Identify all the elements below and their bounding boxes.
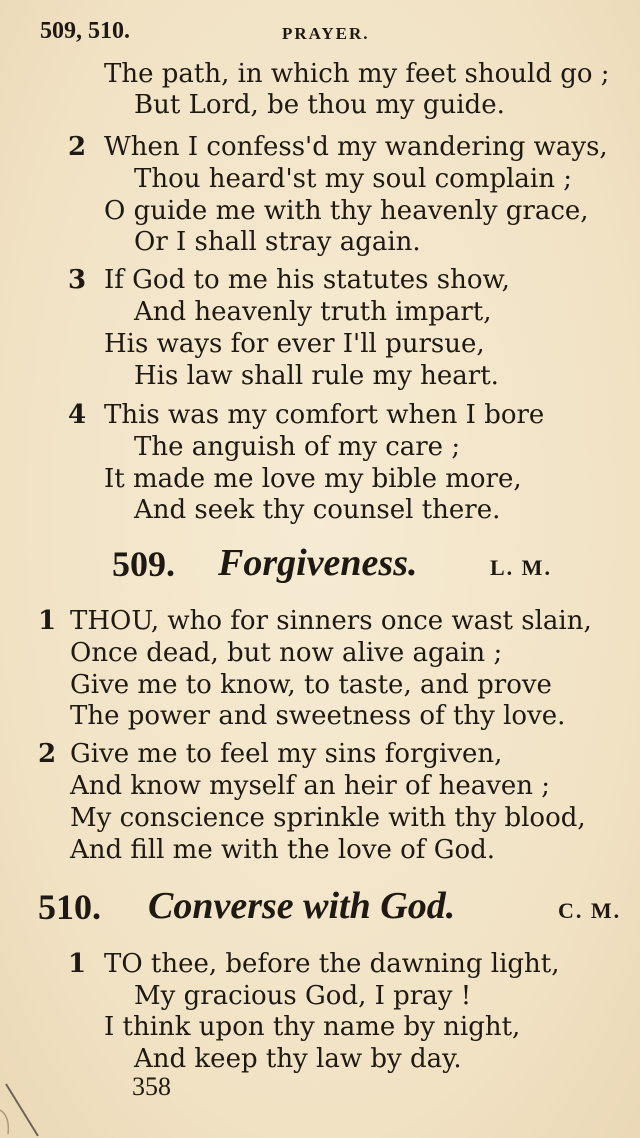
hymn-meter: L. M.	[490, 555, 552, 580]
verse-line: It made me love my bible more,	[104, 464, 522, 494]
pencil-mark-decoration	[0, 1080, 60, 1138]
verse-line: If God to me his statutes show,	[104, 265, 510, 295]
verse-line: I think upon thy name by night,	[104, 1012, 521, 1042]
verse-line: And heavenly truth impart,	[134, 297, 492, 327]
verse-line: Or I shall stray again.	[134, 227, 421, 257]
verse-line: Give me to know, to taste, and prove	[70, 670, 552, 700]
header-hymn-numbers: 509, 510.	[40, 18, 130, 44]
verse-line: My conscience sprinkle with thy blood,	[70, 803, 586, 833]
verse-line: His ways for ever I'll pursue,	[104, 329, 485, 359]
verse-line: O guide me with thy heavenly grace,	[104, 196, 589, 226]
hymn-number: 510.	[38, 887, 101, 927]
verse-line: This was my comfort when I bore	[104, 400, 545, 430]
continued-line: But Lord, be thou my guide.	[134, 90, 505, 120]
verse-line: The power and sweetness of thy love.	[70, 701, 566, 731]
verse-line: And fill me with the love of God.	[70, 835, 496, 865]
hymn-meter: C. M.	[558, 898, 622, 923]
verse-number: 3	[68, 265, 87, 295]
hymn-title: Converse with God.	[148, 885, 456, 927]
header-section-title: PRAYER.	[282, 24, 370, 43]
page-number: 358	[132, 1072, 171, 1101]
verse-number: 4	[68, 400, 87, 430]
verse-number: 1	[38, 606, 57, 636]
verse-line: His law shall rule my heart.	[134, 361, 499, 391]
continued-line: The path, in which my feet should go ;	[104, 59, 610, 89]
hymn-number: 509.	[112, 544, 175, 584]
verse-line: Thou heard'st my soul complain ;	[134, 164, 573, 194]
verse-line: Give me to feel my sins forgiven,	[70, 739, 503, 769]
hymn-title: Forgiveness.	[218, 542, 418, 584]
verse-number: 1	[68, 949, 87, 979]
verse-line: THOU, who for sinners once wast slain,	[70, 606, 592, 636]
verse-line: Once dead, but now alive again ;	[70, 638, 503, 668]
verse-number: 2	[68, 132, 87, 162]
verse-line: And know myself an heir of heaven ;	[70, 771, 551, 801]
verse-line: The anguish of my care ;	[134, 432, 461, 462]
verse-line: And seek thy counsel there.	[134, 495, 501, 525]
verse-line: When I confess'd my wandering ways,	[104, 132, 608, 162]
verse-number: 2	[38, 739, 57, 769]
verse-line: My gracious God, I pray !	[134, 981, 472, 1011]
verse-line: And keep thy law by day.	[134, 1044, 462, 1074]
verse-line: TO thee, before the dawning light,	[104, 949, 560, 979]
